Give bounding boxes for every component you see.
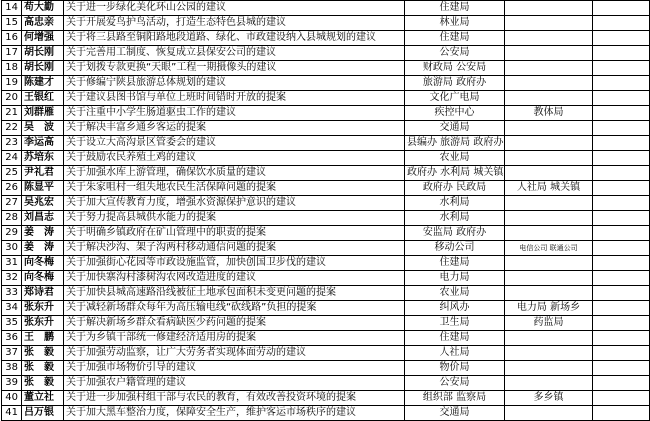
row-number: 20: [2, 91, 22, 106]
proposer-name: 张东升: [22, 316, 64, 331]
assisting-department: [505, 136, 593, 151]
table-row: [2, 121, 650, 136]
assisting-department: [505, 256, 593, 271]
empty-cell: [593, 121, 650, 136]
empty-cell: [593, 136, 650, 151]
row-number: 18: [2, 61, 22, 76]
lead-department: 公安局: [405, 376, 505, 391]
lead-department: 农业局: [405, 286, 505, 301]
row-number: 16: [2, 31, 22, 46]
table-row: [2, 376, 650, 391]
lead-department: 纠风办: [405, 301, 505, 316]
table-row: [2, 331, 650, 346]
assisting-department: [505, 331, 593, 346]
proposal-title: 关于加强水库上游管理，确保饮水质量的建议: [64, 166, 405, 181]
assisting-department: [505, 16, 593, 31]
table-row: [2, 31, 650, 46]
empty-cell: [593, 256, 650, 271]
row-number: 32: [2, 271, 22, 286]
empty-cell: [593, 61, 650, 76]
row-number: 37: [2, 346, 22, 361]
proposer-name: 苟大勤: [22, 1, 64, 16]
lead-department: 人社局: [405, 346, 505, 361]
assisting-department: [505, 211, 593, 226]
row-number: 14: [2, 1, 22, 16]
proposal-title: 关于加强街心花园等市政设施监管，加快创国卫步伐的建议: [64, 256, 405, 271]
proposal-title: 关于减轻新场群众每年为高压输电线“砍线路”负担的提案: [64, 301, 405, 316]
proposer-name: 胡长刚: [22, 61, 64, 76]
empty-cell: [593, 76, 650, 91]
assisting-department: [505, 46, 593, 61]
lead-department: 疾控中心: [405, 106, 505, 121]
row-number: 34: [2, 301, 22, 316]
row-number: 40: [2, 391, 22, 406]
empty-cell: [593, 361, 650, 376]
proposer-name: 董立社: [22, 391, 64, 406]
proposer-name: 姜 涛: [22, 241, 64, 256]
lead-department: 政府办 水利局 城关镇: [405, 166, 505, 181]
proposer-name: 陈建才: [22, 76, 64, 91]
proposal-title: 关于为乡镇干部统一修建经济适用房的提案: [64, 331, 405, 346]
proposal-table: [1, 0, 650, 421]
assisting-department: [505, 151, 593, 166]
empty-cell: [593, 301, 650, 316]
proposal-title: 关于进一步绿化美化环山公园的建议: [64, 1, 405, 16]
proposer-name: 向冬梅: [22, 271, 64, 286]
assisting-department: [505, 76, 593, 91]
row-number: 30: [2, 241, 22, 256]
assisting-department: [505, 346, 593, 361]
proposal-title: 关于解决丰富乡通乡客运的提案: [64, 121, 405, 136]
lead-department: 住建局: [405, 1, 505, 16]
proposal-title: 关于鼓励农民养殖土鸡的建议: [64, 151, 405, 166]
table-row: [2, 196, 650, 211]
proposal-title: 关于建议县图书馆与单位上班时间错时开放的提案: [64, 91, 405, 106]
table-row: [2, 271, 650, 286]
table-row: [2, 61, 650, 76]
proposer-name: 何增强: [22, 31, 64, 46]
assisting-department: [505, 376, 593, 391]
row-number: 36: [2, 331, 22, 346]
table-row: [2, 106, 650, 121]
proposal-title: 关于解决沙沟、架子沟两村移动通信问题的提案: [64, 241, 405, 256]
lead-department: 卫生局: [405, 316, 505, 331]
row-number: 26: [2, 181, 22, 196]
proposal-title: 关于加强劳动监察，让广大劳务者实现体面劳动的建议: [64, 346, 405, 361]
assisting-department: [505, 271, 593, 286]
empty-cell: [593, 91, 650, 106]
proposal-title: 关于加快寨沟村漆树沟农网改造进度的建议: [64, 271, 405, 286]
proposer-name: 吕万银: [22, 406, 64, 421]
lead-department: 林业局: [405, 16, 505, 31]
row-number: 39: [2, 376, 22, 391]
lead-department: 县编办 旅游局 政府办: [405, 136, 505, 151]
proposer-name: 张东升: [22, 301, 64, 316]
proposer-name: 王 鹏: [22, 331, 64, 346]
proposer-name: 向冬梅: [22, 256, 64, 271]
proposal-title: 关于进一步加强村组干部与农民的教育，有效改善投资环境的提案: [64, 391, 405, 406]
empty-cell: [593, 106, 650, 121]
assisting-department: 药监局: [505, 316, 593, 331]
table-row: [2, 361, 650, 376]
table-row: [2, 211, 650, 226]
empty-cell: [593, 211, 650, 226]
row-number: 33: [2, 286, 22, 301]
empty-cell: [593, 271, 650, 286]
table-row: [2, 256, 650, 271]
proposal-title: 关于设立大高沟景区管委会的建议: [64, 136, 405, 151]
row-number: 38: [2, 361, 22, 376]
lead-department: 交通局: [405, 121, 505, 136]
proposal-title: 关于解决新场乡群众看病缺医少药问题的提案: [64, 316, 405, 331]
lead-department: 农业局: [405, 151, 505, 166]
empty-cell: [593, 376, 650, 391]
table-row: [2, 241, 650, 256]
table-row: [2, 346, 650, 361]
proposer-name: 吴兆宏: [22, 196, 64, 211]
empty-cell: [593, 196, 650, 211]
proposer-name: 陈显平: [22, 181, 64, 196]
empty-cell: [593, 391, 650, 406]
assisting-department: 电力局 新场乡: [505, 301, 593, 316]
lead-department: 物价局: [405, 361, 505, 376]
row-number: 29: [2, 226, 22, 241]
assisting-department: 电信公司 联通公司: [505, 241, 593, 256]
lead-department: 旅游局 政府办: [405, 76, 505, 91]
proposer-name: 张 毅: [22, 346, 64, 361]
assisting-department: 多乡镇: [505, 391, 593, 406]
lead-department: 住建局: [405, 31, 505, 46]
table-row: [2, 91, 650, 106]
row-number: 27: [2, 196, 22, 211]
proposal-title: 关于注重中小学生肠道驱虫工作的建议: [64, 106, 405, 121]
proposer-name: 胡长刚: [22, 46, 64, 61]
assisting-department: [505, 196, 593, 211]
table-row: [2, 181, 650, 196]
proposal-title: 关于开展爱鸟护鸟活动，打造生态特色县城的建议: [64, 16, 405, 31]
row-number: 24: [2, 151, 22, 166]
assisting-department: 人社局 城关镇: [505, 181, 593, 196]
table-row: [2, 286, 650, 301]
empty-cell: [593, 46, 650, 61]
table-row: [2, 16, 650, 31]
empty-cell: [593, 151, 650, 166]
row-number: 15: [2, 16, 22, 31]
table-row: [2, 226, 650, 241]
table-row: [2, 316, 650, 331]
proposer-name: 李运高: [22, 136, 64, 151]
table-row: [2, 151, 650, 166]
proposer-name: 高忠亲: [22, 16, 64, 31]
lead-department: 水利局: [405, 196, 505, 211]
proposal-title: 关于将三县路至铜阳路地段道路、绿化、市政建设纳入县城规划的建议: [64, 31, 405, 46]
empty-cell: [593, 166, 650, 181]
empty-cell: [593, 16, 650, 31]
lead-department: 安监局 政府办: [405, 226, 505, 241]
table-row: [2, 391, 650, 406]
assisting-department: [505, 31, 593, 46]
lead-department: 政府办 民政局: [405, 181, 505, 196]
assisting-department: [505, 226, 593, 241]
proposer-name: 刘昌志: [22, 211, 64, 226]
proposer-name: 吴 波: [22, 121, 64, 136]
assisting-department: [505, 91, 593, 106]
row-number: 28: [2, 211, 22, 226]
proposer-name: 张 毅: [22, 361, 64, 376]
lead-department: 水利局: [405, 211, 505, 226]
proposer-name: 郑诗君: [22, 286, 64, 301]
empty-cell: [593, 31, 650, 46]
row-number: 21: [2, 106, 22, 121]
table-body: [2, 1, 650, 421]
assisting-department: [505, 286, 593, 301]
proposal-title: 关于修编宁陕县旅游总体规划的建议: [64, 76, 405, 91]
assisting-department: [505, 121, 593, 136]
proposer-name: 王银红: [22, 91, 64, 106]
proposal-title: 关于加强农户籍管理的建议: [64, 376, 405, 391]
empty-cell: [593, 331, 650, 346]
proposal-title: 关于明确乡镇政府在矿山管理中的职责的提案: [64, 226, 405, 241]
row-number: 22: [2, 121, 22, 136]
assisting-department: [505, 166, 593, 181]
lead-department: 住建局: [405, 331, 505, 346]
lead-department: 交通局: [405, 406, 505, 421]
assisting-department: [505, 361, 593, 376]
lead-department: 组织部 监察局: [405, 391, 505, 406]
empty-cell: [593, 241, 650, 256]
assisting-department: [505, 61, 593, 76]
table-row: [2, 136, 650, 151]
table-row: [2, 301, 650, 316]
row-number: 35: [2, 316, 22, 331]
empty-cell: [593, 1, 650, 16]
proposal-title: 关于划拨专款更换“天眼”工程一期摄像头的建议: [64, 61, 405, 76]
proposal-title: 关于加大宣传教育力度，增强水资源保护意识的建议: [64, 196, 405, 211]
row-number: 41: [2, 406, 22, 421]
row-number: 19: [2, 76, 22, 91]
proposal-title: 关于加快县城高速路沿线被征土地承包面积未变更问题的提案: [64, 286, 405, 301]
empty-cell: [593, 316, 650, 331]
assisting-department: [505, 1, 593, 16]
empty-cell: [593, 286, 650, 301]
proposer-name: 刘群雁: [22, 106, 64, 121]
lead-department: 移动公司: [405, 241, 505, 256]
proposer-name: 姜 涛: [22, 226, 64, 241]
proposal-title: 关于努力提高县城供水能力的提案: [64, 211, 405, 226]
row-number: 31: [2, 256, 22, 271]
lead-department: 文化广电局: [405, 91, 505, 106]
empty-cell: [593, 181, 650, 196]
proposal-title: 关于加大黑车整治力度，保障安全生产，维护客运市场秩序的建议: [64, 406, 405, 421]
proposal-title: 关于加强市场物价引导的建议: [64, 361, 405, 376]
lead-department: 公安局: [405, 46, 505, 61]
row-number: 25: [2, 166, 22, 181]
table-row: [2, 1, 650, 16]
proposal-title: 关于完善用工制度、恢复成立县保安公司的建议: [64, 46, 405, 61]
table-row: [2, 46, 650, 61]
lead-department: 财政局 公安局: [405, 61, 505, 76]
assisting-department: 教体局: [505, 106, 593, 121]
table-row: [2, 166, 650, 181]
proposer-name: 苏培东: [22, 151, 64, 166]
proposal-title: 关于朱家咀村一组失地农民生活保障问题的提案: [64, 181, 405, 196]
proposer-name: 张 毅: [22, 376, 64, 391]
row-number: 17: [2, 46, 22, 61]
empty-cell: [593, 346, 650, 361]
lead-department: 电力局: [405, 271, 505, 286]
proposer-name: 尹礼君: [22, 166, 64, 181]
row-number: 23: [2, 136, 22, 151]
empty-cell: [593, 226, 650, 241]
lead-department: 住建局: [405, 256, 505, 271]
table-row: [2, 76, 650, 91]
